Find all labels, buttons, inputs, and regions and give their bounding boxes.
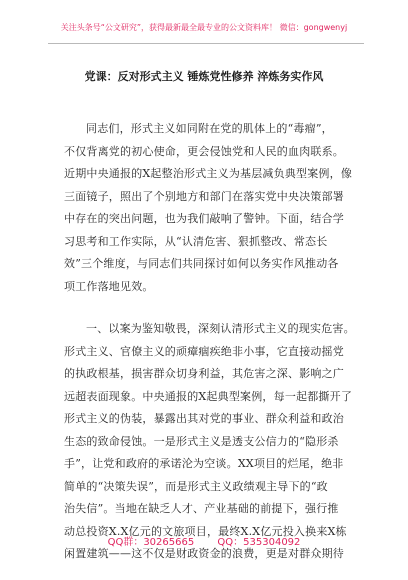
footer-qq-group: QQ群：30265665: [107, 537, 195, 548]
header-divider: [48, 43, 364, 44]
footer-contact: [0, 533, 408, 548]
paragraph-line: 形式主义、官僚主义的顽瘴痼疾绝非小事，它直接动摇党: [64, 344, 344, 358]
paragraph-line: 近期中央通报的X起整治形式主义为基层减负典型案例，像: [64, 167, 353, 180]
document-title: 党课：反对形式主义 锤炼党性修养 淬炼务实作风: [84, 70, 324, 83]
paragraph-line: 一、以案为鉴知敬畏，深刻认清形式主义的现实危害。: [86, 322, 355, 335]
paragraph-line: 形式主义的伪装，暴露出其对党的事业、群众利益和政治: [64, 412, 344, 425]
paragraph-1: [64, 118, 353, 298]
paragraph-line: 动总投资X.X亿元的文旅项目，最终X.X亿元投入换来X栋: [64, 524, 347, 538]
header-note: 关注头条号“公文研究”，获得最新最全最专业的公文资料库！ 微信：gongwenyj: [60, 23, 348, 32]
paragraph-line: 项工作落地见效。: [64, 279, 154, 293]
paragraph-line: 不仅背离党的初心使命，更会侵蚀党和人民的血肉联系。: [64, 144, 344, 158]
paragraph-line: 中存在的突出问题，也为我们敲响了警钟。下面，结合学: [64, 212, 344, 225]
paragraph-line: 习思考和工作实际，从“认清危害、狠抓整改、常态长: [64, 234, 328, 248]
paragraph-line: 同志们，形式主义如同附在党的肌体上的“毒瘤”，: [86, 122, 333, 135]
paragraph-line: 效”三个维度，与同志们共同探讨如何以务实作风推动各: [64, 257, 339, 270]
paragraph-line: 闲置建筑——这不仅是财政资金的浪费，更是对群众期待: [64, 547, 344, 560]
paragraph-line: 远超表面现象。中央通报的X起典型案例，每一起都撕开了: [64, 389, 353, 403]
paragraph-2: [64, 318, 355, 566]
paragraph-line: 手”，让党和政府的承诺沦为空谈。XX项目的烂尾，绝非: [64, 457, 344, 470]
footer-qq-number: QQ：535304092: [217, 537, 301, 548]
paragraph-line: 治失信”。当地在缺乏人才、产业基础的前提下，强行推: [64, 502, 339, 515]
paragraph-line: 三面镜子，照出了个别地方和部门在落实党中央决策部署: [64, 189, 344, 203]
paragraph-line: 的执政根基，损害群众切身利益，其危害之深、影响之广: [64, 367, 344, 380]
paragraph-line: 生态的致命侵蚀。一是形式主义是透支公信力的“隐形杀: [64, 434, 339, 448]
paragraph-line: 简单的“决策失误”，而是形式主义政绩观主导下的“政: [64, 479, 328, 493]
